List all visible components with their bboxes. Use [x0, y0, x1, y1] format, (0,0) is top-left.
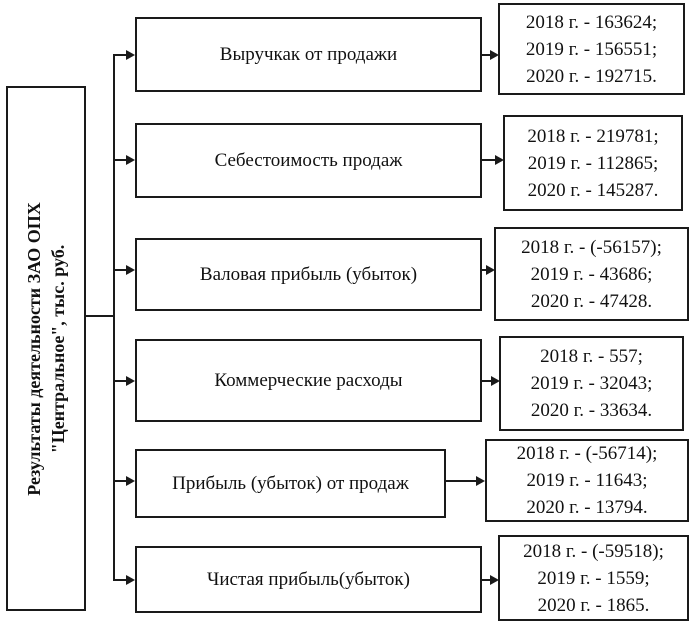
- value-2018: 2018 г. - (-56157);: [521, 236, 662, 258]
- value-box-gross-profit: [494, 227, 689, 321]
- arrow-head-2: [126, 155, 135, 165]
- value-box-revenue: [498, 3, 685, 95]
- branch-line-1: [113, 54, 126, 56]
- arrow-head-3: [126, 265, 135, 275]
- value-2020: 2020 г. - 13794.: [526, 497, 648, 518]
- value-2019: 2019 г. - 112865;: [527, 152, 659, 174]
- value-connector-6: [446, 480, 476, 482]
- root-title: [22, 99, 70, 599]
- value-2019: 2019 г. - 11643;: [526, 470, 648, 491]
- branch-line-4: [113, 380, 126, 382]
- value-2020: 2020 г. - 1865.: [537, 594, 650, 616]
- value-2019: 2019 г. - 32043;: [530, 373, 653, 394]
- value-arrow-5: [476, 476, 485, 486]
- value-2018: 2018 г. - 557;: [540, 346, 643, 367]
- value-box-net-profit: [498, 535, 689, 621]
- category-label: Чистая прибыль(убыток): [207, 568, 410, 590]
- branch-line-2: [113, 159, 126, 161]
- value-box-commercial-expenses: [499, 336, 684, 431]
- category-box-gross-profit: [135, 238, 482, 311]
- value-2019: 2019 г. - 1559;: [537, 567, 650, 589]
- branch-line-6: [113, 579, 126, 581]
- value-2020: 2020 г. - 192715.: [526, 65, 657, 87]
- arrow-head-5: [126, 476, 135, 486]
- value-2020: 2020 г. - 33634.: [530, 400, 653, 421]
- category-box-revenue: [135, 17, 482, 92]
- value-2018: 2018 г. - (-59518);: [523, 540, 664, 562]
- value-connector-7: [482, 579, 490, 581]
- value-connector-2: [482, 159, 495, 161]
- value-box-cost: [503, 115, 683, 211]
- category-label: Валовая прибыль (убыток): [199, 263, 418, 285]
- value-box-sales-profit: [485, 439, 689, 522]
- branch-line-3: [113, 269, 126, 271]
- root-box: [6, 86, 86, 611]
- category-label: Выручкак от продажи: [219, 43, 398, 65]
- value-2018: 2018 г. - 219781;: [527, 125, 659, 147]
- category-label: Себестоимость продаж: [214, 149, 403, 171]
- value-2020: 2020 г. - 145287.: [527, 179, 659, 201]
- value-2018: 2018 г. - 163624;: [525, 11, 658, 33]
- category-label: Прибыль (убыток) от продаж: [172, 472, 409, 494]
- root-title-line-1: Результаты деятельности ЗАО ОПХ: [24, 201, 44, 496]
- category-box-net-profit: [135, 546, 482, 613]
- arrow-head-1: [126, 50, 135, 60]
- value-2019: 2019 г. - 43686;: [530, 263, 653, 285]
- value-2018: 2018 г. - (-56714);: [516, 443, 658, 464]
- value-2019: 2019 г. - 156551;: [525, 38, 658, 60]
- branch-line-5: [113, 480, 126, 482]
- value-connector-1: [482, 54, 490, 56]
- value-2020: 2020 г. - 47428.: [530, 290, 653, 312]
- arrow-head-4: [126, 376, 135, 386]
- category-box-cost: [135, 123, 482, 198]
- root-title-line-2: "Центральное", тыс. руб.: [48, 244, 68, 453]
- category-box-sales-profit: [135, 449, 446, 518]
- arrow-head-6: [126, 575, 135, 585]
- category-box-commercial-expenses: [135, 339, 482, 422]
- root-connector: [86, 315, 114, 317]
- main-trunk: [113, 55, 115, 580]
- category-label: Коммерческие расходы: [214, 369, 403, 391]
